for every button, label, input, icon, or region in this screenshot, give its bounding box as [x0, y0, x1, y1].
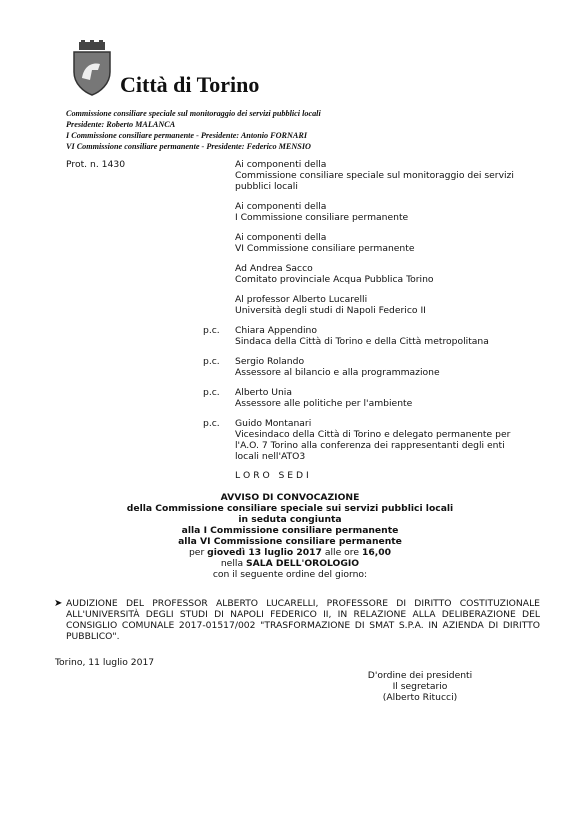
- recipient-block: [235, 159, 540, 192]
- recipient-line: I Commissione consiliare permanente: [235, 212, 409, 223]
- recipient-line: Ai componenti della: [235, 201, 327, 212]
- signature-name: (Alberto Ritucci): [382, 692, 458, 703]
- cc-line: Vicesindaco della Città di Torino e delegato permanente per: [235, 429, 511, 440]
- cc-line: Chiara Appendino: [235, 325, 318, 336]
- cc-line: Sindaca della Città di Torino e della Città metropolitana: [235, 336, 489, 347]
- arrow-bullet-icon: ➤: [54, 598, 63, 609]
- signature-line: D'ordine dei presidenti: [367, 670, 473, 681]
- recipient-line: pubblici locali: [235, 181, 298, 192]
- recipient-block: [235, 232, 540, 254]
- cc-line: Sergio Rolando: [235, 356, 305, 367]
- meeting-room: [60, 558, 520, 569]
- recipient-line: Ad Andrea Sacco: [235, 263, 313, 274]
- agenda-intro: con il seguente ordine del giorno:: [212, 569, 368, 580]
- recipient-line: Università degli studi di Napoli Federico II: [235, 305, 426, 316]
- recipient-line: Ai componenti della: [235, 159, 327, 170]
- cc-line: locali nell'ATO3: [235, 451, 306, 462]
- meeting-datetime: [60, 547, 520, 558]
- committee-line: VI Commissione consiliare permanente - Presidente: Federico MENSIO: [66, 142, 311, 151]
- date-prefix: per: [188, 547, 205, 558]
- committee-line: I Commissione consiliare permanente - Presidente: Antonio FORNARI: [66, 131, 308, 140]
- notice-line: alla VI Commissione consiliare permanente: [178, 536, 402, 547]
- cc-line: Assessore al bilancio e alla programmazione: [235, 367, 440, 378]
- cc-block: [235, 325, 540, 347]
- meeting-time: 16,00: [361, 547, 392, 558]
- city-coat-of-arms-logo: [70, 40, 114, 100]
- recipient-block: [235, 294, 540, 316]
- cc-label: p.c.: [203, 418, 220, 429]
- notice-line: in seduta congiunta: [238, 514, 342, 525]
- cc-block: [235, 418, 540, 462]
- recipient-block: [235, 263, 540, 285]
- cc-label: p.c.: [203, 387, 220, 398]
- meeting-date: giovedì 13 luglio 2017: [207, 547, 322, 558]
- recipient-line: Commissione consiliare speciale sul monitoraggio dei servizi: [235, 170, 514, 181]
- notice-line: della Commissione consiliare speciale sui servizi pubblici locali: [126, 503, 454, 514]
- cc-block: [235, 356, 540, 378]
- cc-label: p.c.: [203, 356, 220, 367]
- committee-list: [66, 108, 321, 152]
- cc-line: Guido Montanari: [235, 418, 312, 429]
- city-title: Città di Torino: [120, 72, 260, 97]
- cc-label: p.c.: [203, 325, 220, 336]
- cc-line: Alberto Unia: [235, 387, 292, 398]
- recipient-line: VI Commissione consiliare permanente: [235, 243, 415, 254]
- recipient-line: Ai componenti della: [235, 232, 327, 243]
- recipient-line: Comitato provinciale Acqua Pubblica Torino: [235, 274, 434, 285]
- place-date: Torino, 11 luglio 2017: [55, 657, 155, 668]
- agenda-item: AUDIZIONE DEL PROFESSOR ALBERTO LUCARELLI, PROFESSORE DI DIRITTO COSTITUZIONALE ALL'UNIVERSITÀ DEGLI STUDI DI NAPOLI FEDERICO II, IN RELAZIONE ALLA DELIBERAZIONE DEL CONSIGLIO COMUNALE 2017-01517/002 "TRASFORMAZIONE DI SMAT S.P.A. IN AZIENDA DI DIRITTO PUBBLICO".: [66, 598, 540, 642]
- protocol-number: Prot. n. 1430: [66, 159, 126, 170]
- recipient-line: Al professor Alberto Lucarelli: [235, 294, 368, 305]
- room-name: SALA DELL'OROLOGIO: [246, 558, 360, 569]
- notice-title: AVVISO DI CONVOCAZIONE: [220, 492, 360, 503]
- signature-line: Il segretario: [392, 681, 448, 692]
- recipient-block: [235, 201, 540, 223]
- cc-line: Assessore alle politiche per l'ambiente: [235, 398, 413, 409]
- committee-line: Commissione consiliare speciale sul monitoraggio dei servizi pubblici locali: [66, 109, 321, 118]
- cc-line: l'A.O. 7 Torino alla conferenza dei rappresentanti degli enti: [235, 440, 505, 451]
- time-prefix: alle ore: [324, 547, 360, 558]
- cc-block: [235, 387, 540, 409]
- loro-sedi: L O R O S E D I: [235, 470, 309, 481]
- room-prefix: nella: [220, 558, 244, 569]
- committee-line: Presidente: Roberto MALANCA: [66, 120, 176, 129]
- notice-line: alla I Commissione consiliare permanente: [181, 525, 399, 536]
